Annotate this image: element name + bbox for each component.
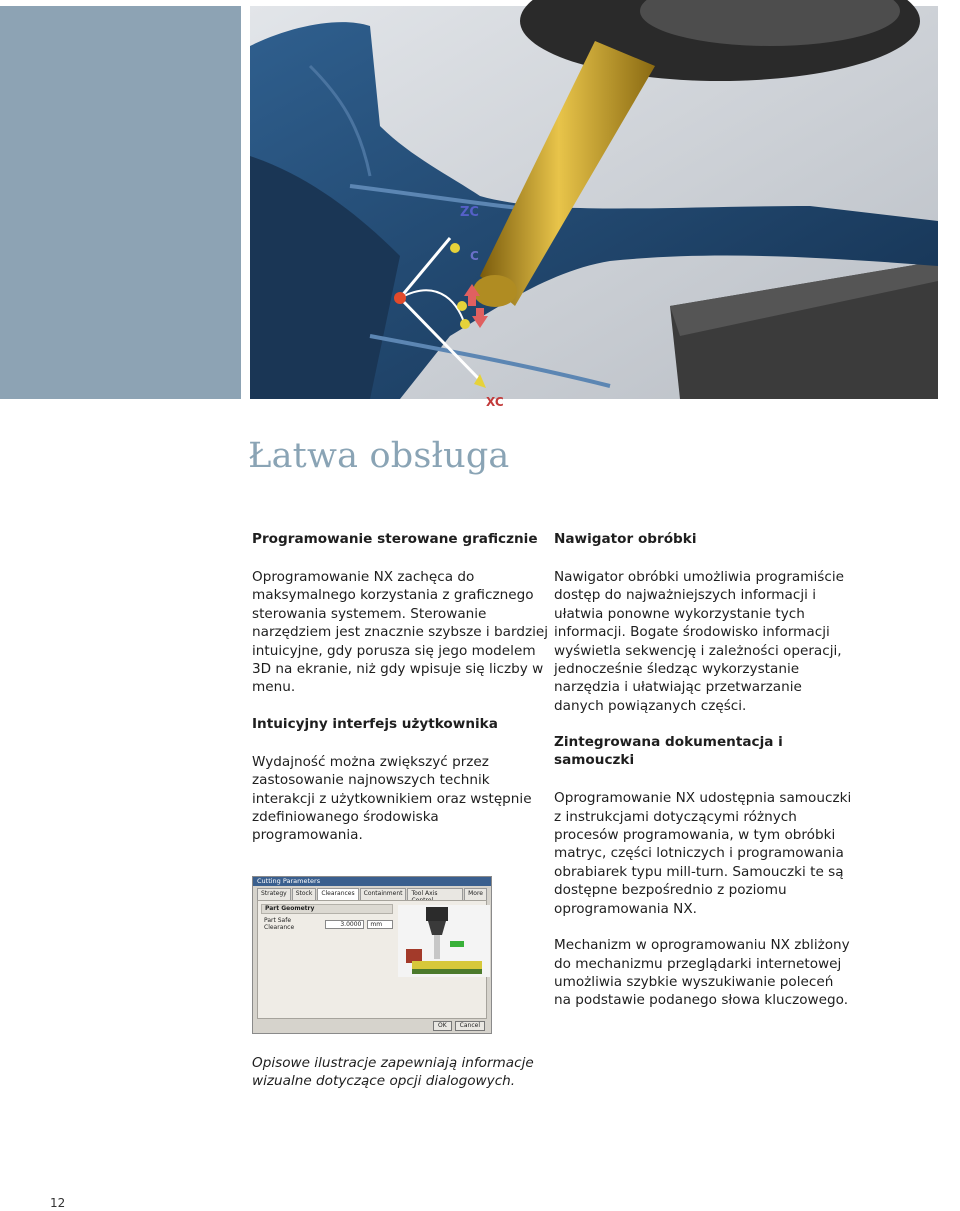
tab-more: More: [464, 888, 487, 906]
section-title-documentation: Zintegrowana dokumentacja i samouczki: [554, 734, 783, 769]
unit-select: mm: [367, 920, 393, 929]
page-title: Łatwa obsługa: [248, 436, 510, 476]
right-column: [554, 530, 854, 1028]
tab-containment: Containment: [360, 888, 407, 906]
section-title-intuitive-interface: Intuicyjny interfejs użytkownika: [252, 715, 498, 732]
tab-tool-axis-control: Tool Axis: [407, 888, 463, 906]
clearance-value: 3.0000: [325, 920, 364, 929]
cancel-button: Cancel: [455, 1021, 485, 1031]
left-column: [252, 530, 552, 863]
ok-button: OK: [433, 1021, 452, 1031]
axis-label-xc: XC: [486, 395, 504, 409]
tab-stock: Stock: [292, 888, 317, 906]
dialog-panel: [257, 900, 487, 1019]
section-body-navigator: Nawigator obróbki umożliwia programiście dostęp do najważniejszych informacji i ułatwia ponowne wykorzystanie tych informacji. Bogate środowisko informacji wyświetla sekwencję i zależności operacji, jednocześnie śledząc wykorzystanie narzędzia i ułatwiając przetwarzanie danych powiązanych części.: [554, 569, 844, 714]
dialog-buttons: [433, 1021, 485, 1031]
section-body-documentation: Oprogramowanie NX udostępnia samouczki z instrukcjami dotyczącymi różnych procesów programowania, w tym obróbki matryc, części lotniczych i programowania obrabiarek typu mill-turn. Samouczki te są dostępne bezpośrednio z poziomu oprogramowania NX.: [554, 790, 852, 917]
group-title: Part Geometry: [261, 904, 393, 914]
decorative-side-block: [0, 6, 241, 399]
page-number: 12: [50, 1196, 66, 1210]
clearance-illustration: [398, 905, 490, 977]
dialog-titlebar: Cutting Parameters: [253, 877, 491, 886]
image-caption: Opisowe ilustracje zapewniają informacje wizualne dotyczące opcji dialogowych.: [252, 1055, 534, 1090]
tab-clearances: Clearances: [317, 888, 358, 906]
section-body-intuitive-interface: Wydajność można zwiększyć przez zastosowanie najnowszych technik interakcji z użytkownikiem oraz wstępnie zdefiniowanego środowiska programowania.: [252, 753, 532, 844]
tab-strategy: Strategy: [257, 888, 291, 906]
dialog-screenshot: [252, 876, 492, 1034]
section-body-graphic-programming: Oprogramowanie NX zachęca do maksymalnego korzystania z graficznego sterowania systemem. Sterowanie narzędziem jest znacznie szybsze i bardziej intuicyjne, gdy porusza się jego modelem 3D na ekranie, niż gdy wpisuje się liczby w menu.: [252, 569, 549, 696]
section-title-navigator: Nawigator obróbki: [554, 531, 697, 547]
axis-label-zc: ZC: [460, 205, 479, 220]
cam-toolpath-graphic: [250, 6, 938, 409]
field-label: Part Safe Clearance: [264, 917, 295, 931]
section-body-search: Mechanizm w oprogramowaniu NX zbliżony do mechanizmu przeglądarki internetowej umożliwia szybkie wyszukiwanie poleceń na podstawie podanego słowa kluczowego.: [554, 937, 850, 1009]
part-geometry-group: [261, 904, 393, 934]
clearance-row: [261, 917, 393, 931]
hero-cam-illustration: [250, 6, 938, 409]
section-title-graphic-programming: Programowanie sterowane graficznie: [252, 531, 538, 547]
axis-label-c: C: [470, 249, 479, 263]
